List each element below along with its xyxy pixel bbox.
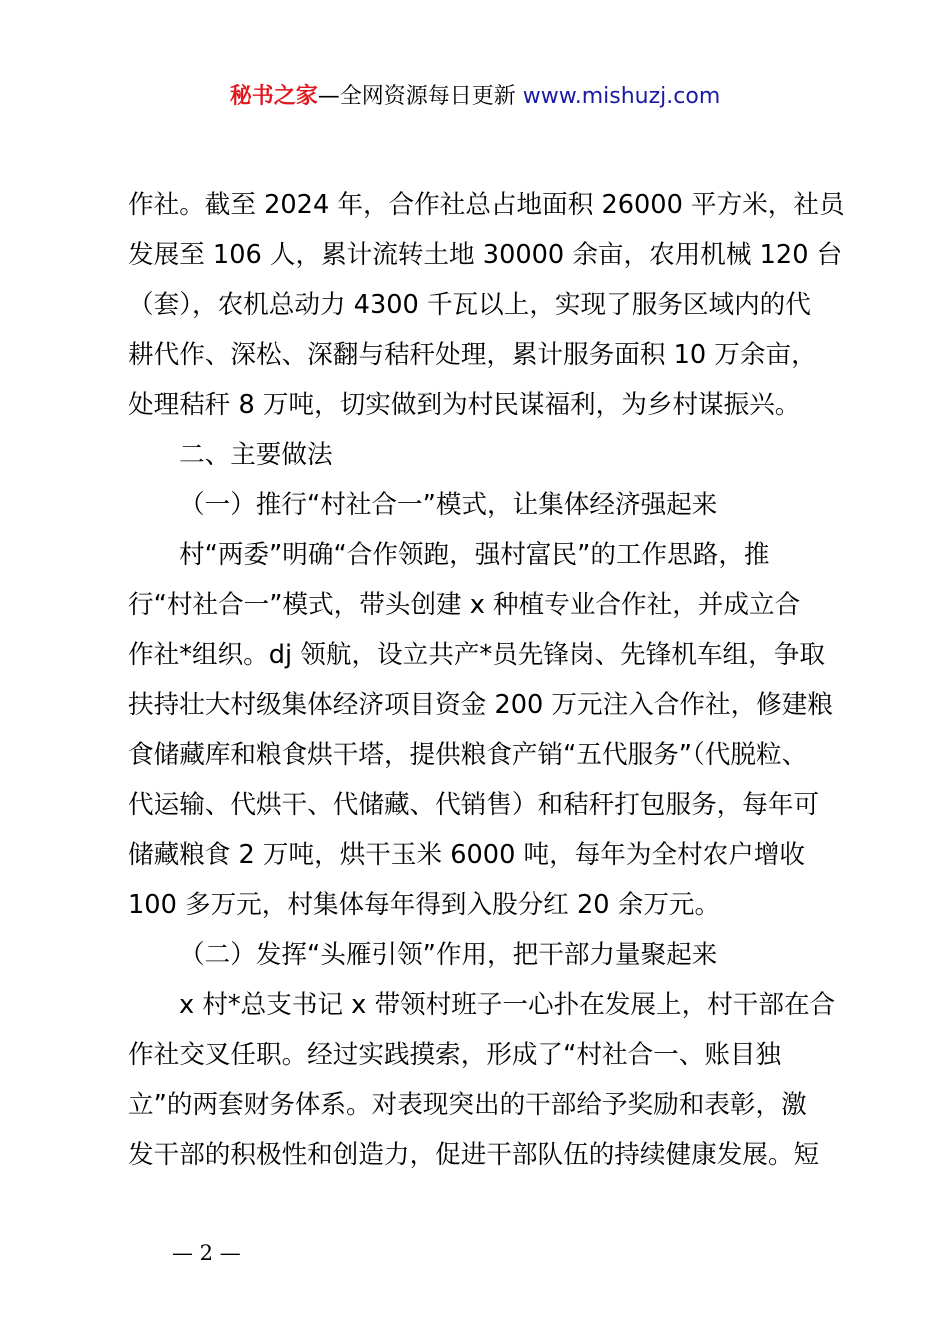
- paragraph-first-line: x 村*总支书记 x 带领村班子一心扑在发展上，村干部在合: [179, 990, 836, 1020]
- body-line: 处理秸秆 8 万吨，切实做到为村民谋福利，为乡村谋振兴。: [128, 390, 801, 420]
- body-line: 代运输、代烘干、代储藏、代销售）和秸秆打包服务，每年可: [128, 790, 820, 820]
- body-line: 发展至 106 人，累计流转土地 30000 余亩，农用机械 120 台: [128, 240, 843, 270]
- paragraph-first-line: 村“两委”明确“合作领跑，强村富民”的工作思路，推: [179, 540, 770, 570]
- body-line: 扶持壮大村级集体经济项目资金 200 万元注入合作社，修建粮: [128, 690, 833, 720]
- brand-name: 秘书之家: [229, 84, 318, 109]
- document-body: [128, 185, 848, 1185]
- body-line: 100 多万元，村集体每年得到入股分红 20 余万元。: [128, 890, 721, 920]
- page-number: — 2 —: [172, 1241, 241, 1265]
- subsection-heading: （一）推行“村社合一”模式，让集体经济强起来: [179, 490, 718, 520]
- body-line: 耕代作、深松、深翻与秸秆处理，累计服务面积 10 万余亩，: [128, 340, 817, 370]
- body-line: 立”的两套财务体系。对表现突出的干部给予奖励和表彰，激: [128, 1090, 807, 1120]
- body-line: 作社。截至 2024 年，合作社总占地面积 26000 平方米，社员: [128, 190, 845, 220]
- body-line: 食储藏库和粮食烘干塔，提供粮食产销“五代服务”（代脱粒、: [128, 740, 808, 770]
- body-line: 储藏粮食 2 万吨，烘干玉米 6000 吨，每年为全村农户增收: [128, 840, 806, 870]
- site-url-link[interactable]: www.mishuzj.com: [522, 84, 721, 109]
- section-heading: 二、主要做法: [179, 440, 333, 470]
- body-line: （套），农机总动力 4300 千瓦以上，实现了服务区域内的代: [128, 290, 811, 320]
- header-slogan: —全网资源每日更新: [317, 84, 523, 109]
- body-line: 作社*组织。dj 领航，设立共产*员先锋岗、先锋机车组，争取: [128, 640, 825, 670]
- body-line: 作社交叉任职。经过实践摸索，形成了“村社合一、账目独: [128, 1040, 782, 1070]
- subsection-heading: （二）发挥“头雁引领”作用，把干部力量聚起来: [179, 940, 718, 970]
- site-header: [0, 80, 950, 114]
- body-line: 发干部的积极性和创造力，促进干部队伍的持续健康发展。短: [128, 1140, 820, 1170]
- body-line: 行“村社合一”模式，带头创建 x 种植专业合作社，并成立合: [128, 590, 801, 620]
